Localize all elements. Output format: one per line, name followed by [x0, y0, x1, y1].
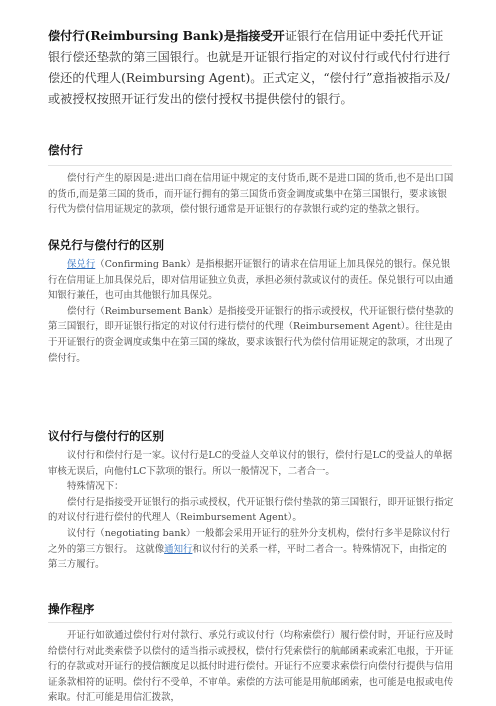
paragraph: 议付行和偿付行是一家。议付行是LC的受益人交单议付的银行，偿付行是LC的受益人的单据审核无误后，向他付LC下款项的银行。所以一般情况下，二者合一。 [48, 450, 453, 477]
paragraph: 特殊情况下： [67, 481, 124, 493]
paragraph-text: 和议付行的关系一样，平时二者合一。特殊情况下，由指定的第三方履行。 [48, 543, 447, 571]
intro-paragraph [48, 26, 452, 110]
intro-text: 证银行在信用证中委托代开证银行偿还垫款的第三国银行。也就是开证银行指定的对议付行或代付行进行偿还的代理人(Reimbursing Agent)。正式定义，“偿付行”意指被指示及/或被授权按照开证行发出的偿付授权书提供偿付的银行。 [48, 29, 451, 106]
advising-bank-link[interactable]: 通知行 [164, 543, 193, 555]
paragraph: 偿付行（Reimbursement Bank）是指接受开证银行的指示或授权，代开证银行偿付垫款的第三国银行，即开证银行指定的对议付行进行偿付的代理（Reimbursement Agent）。往往是由于开证银行的资金调度或集中在第三国的缘故，要求该银行代为偿付信用证规定的款项，才出现了偿付行。 [48, 305, 454, 364]
section-body-confirming-vs-reimbursing [48, 257, 454, 366]
paragraph: 偿付行是指接受开证银行的指示或授权，代开证银行偿付垫款的第三国银行，即开证银行指定的对议付行进行偿付的代理人（Reimbursement Agent）。 [48, 496, 454, 524]
paragraph-text: （Confirming Bank）是指根据开证银行的请求在信用证上加具保兑的银行。保兑银行在信用证上加具保兑后，即对信用证独立负责，承担必须付款或议付的责任。保兑银行可以由通知银行兼任，也可由其他银行加具保兑。 [48, 259, 454, 302]
paragraph: 开证行如欲通过偿付行对付款行、承兑行或议付行（均称索偿行）履行偿付时，开证行应及时给偿付行对此类索偿予以偿付的适当指示或授权，偿付行凭索偿行的航邮函素或索汇电报，于开证行的存款或对开证行的授信额度足以抵付时进行偿付。开证行不应要求索偿行向偿付行提供与信用证条款相符的证明。偿付行不受单，不审单。索偿的方法可能是用航邮函索，也可能是电报或电传索取。付汇可能是用信汇拨款， [48, 630, 454, 704]
paragraph: 偿付行产生的原因是:进出口商在信用证中规定的支付货币,既不是进口国的货币,也不是出口国的货币,而是第三国的货币，而开证行拥有的第三国货币资金调度或集中在第三国银行，要求该银行代为偿付信用证规定的款项，偿付银行通常是开证银行的存款银行或约定的垫款之银行。 [48, 173, 454, 216]
section-heading-reimbursing-bank: 偿付行 [48, 143, 83, 157]
section-heading-confirming-vs-reimbursing: 保兑行与偿付行的区别 [48, 238, 164, 252]
section-heading-negotiating-vs-reimbursing: 议付行与偿付行的区别 [48, 429, 164, 443]
section-divider [48, 165, 452, 166]
section-body-reimbursing-bank [48, 171, 454, 218]
section-body-operating-procedure [48, 628, 454, 706]
confirming-bank-link[interactable]: 保兑行 [67, 259, 96, 270]
section-heading-operating-procedure: 操作程序 [48, 602, 95, 616]
intro-bold-lead: 偿付行(Reimbursing Bank)是指接受开 [48, 29, 285, 43]
paragraph [48, 257, 454, 304]
paragraph-text: 议付行（negotiating bank）一般都会采用开证行的驻外分支机构，偿付行多半是除议付行之外的第三方银行。 这就像 [48, 527, 451, 555]
paragraph [48, 526, 454, 573]
section-divider [48, 622, 452, 623]
section-body-negotiating-vs-reimbursing [48, 448, 454, 573]
